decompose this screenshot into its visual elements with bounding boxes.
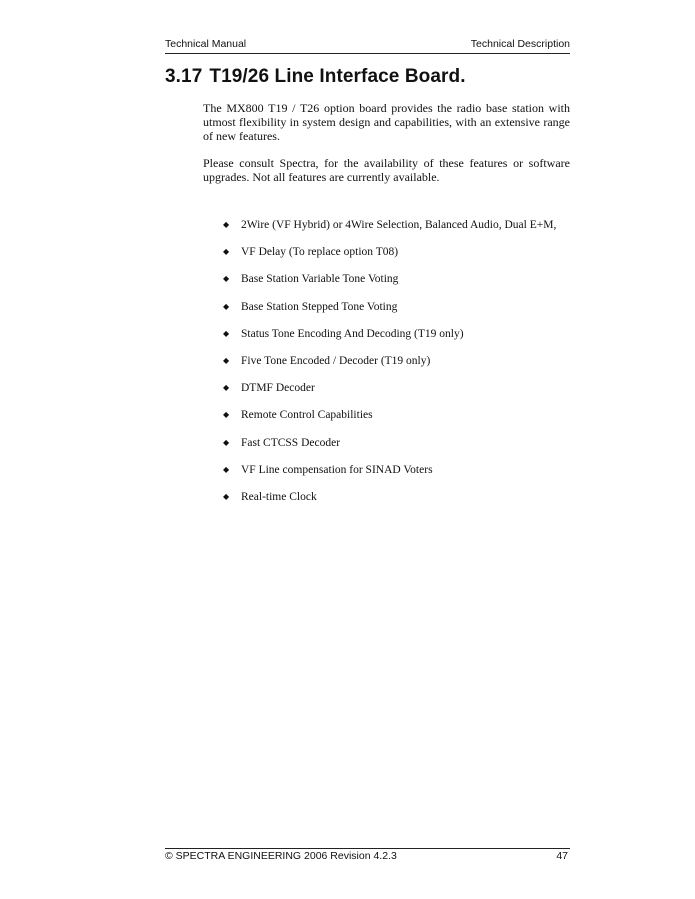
intro-paragraph: The MX800 T19 / T26 option board provides the radio base station with utmost flexibility in system design and capabilities, with an extensive range of new features. — [203, 101, 570, 143]
list-item — [223, 436, 556, 463]
diamond-bullet-icon: ◆ — [223, 410, 230, 420]
list-item — [223, 300, 556, 327]
header-manual-title: Technical Manual — [165, 38, 247, 50]
page-footer — [165, 848, 570, 864]
diamond-bullet-icon: ◆ — [223, 247, 230, 257]
page-header — [165, 37, 570, 54]
list-item — [223, 463, 556, 490]
list-item — [223, 354, 556, 381]
list-item — [223, 327, 556, 354]
list-item-text: Base Station Stepped Tone Voting — [241, 300, 398, 313]
list-item-text: 2Wire (VF Hybrid) or 4Wire Selection, Balanced Audio, Dual E+M, — [241, 219, 557, 231]
page-number: 47 — [556, 850, 568, 862]
diamond-bullet-icon: ◆ — [223, 383, 230, 393]
diamond-bullet-icon: ◆ — [223, 274, 230, 284]
header-section-title: Technical Description — [470, 38, 570, 50]
availability-paragraph: Please consult Spectra, for the availability of these features or software upgrades. Not all features are currently available. — [203, 156, 570, 184]
diamond-bullet-icon: ◆ — [223, 328, 230, 338]
diamond-bullet-icon: ◆ — [223, 491, 230, 501]
feature-list — [223, 218, 556, 517]
diamond-bullet-icon: ◆ — [223, 220, 230, 229]
list-item-text: Remote Control Capabilities — [241, 409, 373, 422]
list-item-text: VF Line compensation for SINAD Voters — [241, 463, 433, 476]
section-heading — [165, 66, 466, 88]
list-item — [223, 272, 556, 299]
list-item-text: Status Tone Encoding And Decoding (T19 only) — [241, 327, 464, 340]
diamond-bullet-icon: ◆ — [223, 464, 230, 474]
list-item-text: VF Delay (To replace option T08) — [241, 246, 399, 259]
list-item — [223, 218, 556, 245]
diamond-bullet-icon: ◆ — [223, 437, 230, 447]
list-item — [223, 490, 556, 517]
list-item-text: Base Station Variable Tone Voting — [241, 273, 399, 286]
list-item — [223, 381, 556, 408]
list-item-text: Fast CTCSS Decoder — [241, 436, 341, 449]
diamond-bullet-icon: ◆ — [223, 301, 230, 311]
section-number: 3.17 — [165, 66, 203, 87]
diamond-bullet-icon: ◆ — [223, 355, 230, 365]
list-item — [223, 408, 556, 435]
section-title: T19/26 Line Interface Board. — [209, 66, 466, 87]
copyright-notice: © SPECTRA ENGINEERING 2006 Revision 4.2.3 — [165, 850, 397, 862]
list-item-text: Real-time Clock — [241, 490, 317, 503]
list-item-text: Five Tone Encoded / Decoder (T19 only) — [241, 354, 431, 367]
list-item-text: DTMF Decoder — [241, 382, 315, 395]
list-item — [223, 245, 556, 272]
